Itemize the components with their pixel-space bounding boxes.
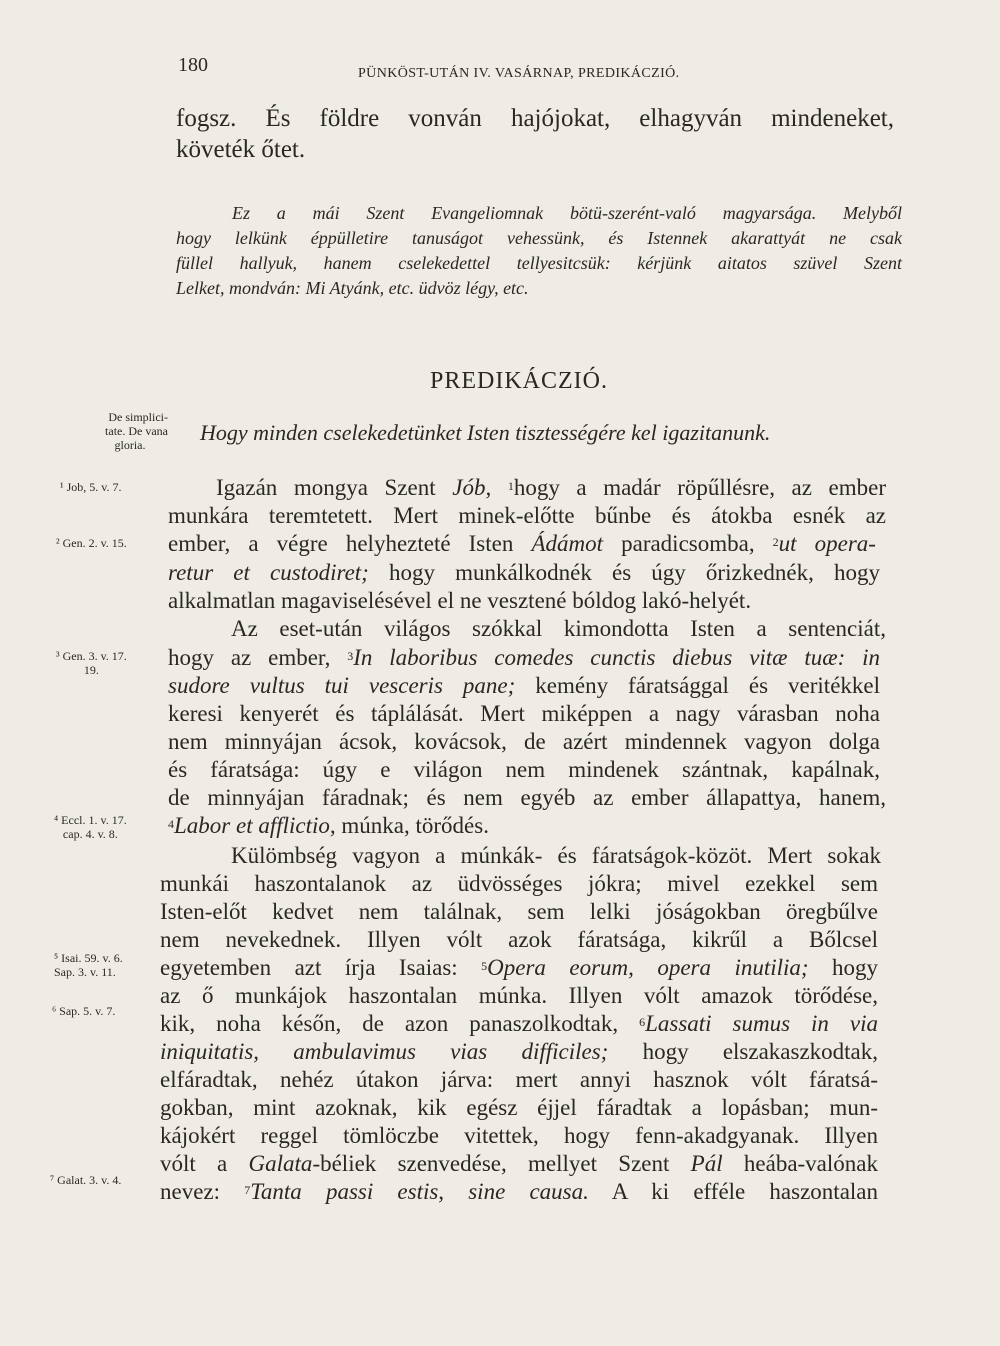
body-line [160, 983, 878, 1009]
text-span: munkái haszontalanok az üdvösséges jókra; mivel ezekkel sem [160, 871, 878, 896]
text-span: Külömbség vagyon a múnkák- és fáratságok-közöt. Mert sokak [231, 843, 881, 868]
text-span: Isten-előt kedvet nem találnak, sem lelki jóságokban öregbűlve [160, 899, 878, 924]
intro-line: Lelket, mondván: Mi Atyánk, etc. üdvöz légy, etc. [176, 278, 529, 298]
text-span: paradicsomba, [603, 531, 773, 556]
text-span: hogy a madár röpűllésre, az ember [513, 475, 887, 500]
text-span: de minnyájan fáradnak; és nem egyéb az ember állapattya, hanem, [168, 785, 886, 810]
body-line [160, 1123, 878, 1149]
body-line [160, 871, 878, 897]
body-line [160, 1011, 878, 1037]
body-line [231, 843, 881, 869]
italic-text: iniquitatis, ambulavimus vias difficiles; [160, 1039, 609, 1064]
margin-note: ³ Gen. 3. v. 17. 19. [56, 649, 127, 677]
body-line [160, 1151, 878, 1177]
italic-text: Tanta passi estis, sine causa. [250, 1179, 589, 1204]
intro-line: Ez a mái Szent Evangeliomnak bötü-szerént-való magyarsága. Melyből [232, 203, 902, 223]
italic-text: retur et custodiret; [168, 560, 369, 585]
italic-text: Lassati sumus in via [645, 1011, 878, 1036]
body-line [168, 645, 880, 671]
text-span: heába-valónak [722, 1151, 878, 1176]
italic-text: Jób, [452, 475, 492, 500]
page-number: 180 [178, 54, 208, 76]
intro-line: hogy lelkünk éppülletire tanuságot vehessünk, és Istennek akarattyát ne csak [176, 228, 902, 248]
italic-text: ut opera- [778, 531, 876, 556]
text-span: és fáratsága: úgy e világon nem mindenek szántnak, kapálnak, [168, 757, 880, 782]
text-span: egyetemben azt írja Isaias: [160, 955, 482, 980]
text-span: hogy az ember, [168, 645, 348, 670]
margin-note: ⁶ Sap. 5. v. 7. [52, 1004, 116, 1018]
footnote-marker: 7 [244, 1183, 251, 1197]
italic-text: Labor et afflictio, [174, 813, 336, 838]
text-span: hogy elszakaszkodtak, [608, 1039, 879, 1064]
text-span: múnka, törődés. [335, 813, 489, 838]
text-span: ember, a végre helyhezteté Isten [168, 531, 532, 556]
text-span: nem minnyájan ácsok, kovácsok, de azért mindennek vagyon dolga [168, 729, 880, 754]
margin-note: De simplici- tate. De vana gloria. [105, 410, 168, 452]
margin-note: ² Gen. 2. v. 15. [56, 536, 127, 550]
body-line [168, 757, 880, 783]
body-line [168, 785, 886, 811]
text-span: A ki efféle haszontalan [588, 1179, 878, 1204]
text-span: Igazán mongya Szent [216, 475, 453, 500]
text-span: vólt a [160, 1151, 249, 1176]
margin-note: ⁷ Galat. 3. v. 4. [50, 1173, 122, 1187]
text-span: kájokért reggel tömlöczbe vitettek, hogy fenn-akadgyanak. Illyen [160, 1123, 878, 1148]
text-span: kik, noha későn, de azon panaszolkodtak, [160, 1011, 640, 1036]
body-line [160, 1039, 878, 1065]
footnote-marker: 1 [507, 479, 514, 493]
opening-line: fogsz. És földre vonván hajójokat, elhagyván mindeneket, [176, 105, 894, 132]
italic-text: sudore vultus tui vesceris pane; [168, 673, 516, 698]
text-span: munkára teremtetett. Mert minek-előtte bűnbe és átokba esnék az [168, 503, 886, 528]
text-span: kemény fáratsággal és veritékkel [515, 673, 880, 698]
body-line [216, 475, 886, 501]
italic-text: Galata [248, 1151, 313, 1176]
body-line [160, 1095, 878, 1121]
text-span: alkalmatlan magaviselésével el ne vesztené bóldog lakó-helyét. [168, 588, 752, 613]
italic-text: In laboribus comedes cunctis diebus vitæ tuæ: in [353, 645, 880, 670]
footnote-marker: 4 [168, 817, 174, 831]
footnote-marker: 3 [347, 649, 354, 663]
body-line [231, 616, 886, 642]
running-head: PÜNKÖST-UTÁN IV. VASÁRNAP, PREDIKÁCZIÓ. [358, 66, 680, 81]
italic-text: Ádámot [531, 531, 604, 556]
intro-line: füllel hallyuk, hanem cselekedettel tellyesitcsük: kérjünk aitatos szüvel Szent [176, 253, 902, 273]
text-span: nevez: [160, 1179, 245, 1204]
text-span: nem nevekednek. Illyen vólt azok fáratsága, kikrűl a Bőlcsel [160, 927, 878, 952]
text-span: hogy [808, 955, 879, 980]
body-line [168, 503, 886, 529]
text-span: Az eset-után világos szókkal kimondotta Isten a sentenciát, [231, 616, 886, 641]
footnote-marker: 5 [481, 959, 488, 973]
sermon-title: PREDIKÁCZIÓ. [430, 368, 608, 394]
body-line [168, 813, 489, 839]
body-line [168, 729, 880, 755]
body-line [168, 560, 880, 586]
body-line [168, 588, 751, 614]
opening-line: követék őtet. [176, 136, 306, 163]
italic-text: Pál [690, 1151, 723, 1176]
body-line [168, 531, 876, 557]
body-line [160, 927, 878, 953]
margin-note: ¹ Job, 5. v. 7. [60, 480, 122, 494]
footnote-marker: 2 [772, 535, 779, 549]
italic-text: Opera eorum, opera inutilia; [487, 955, 809, 980]
text-span: hogy munkálkodnék és úgy őrizkednék, hogy [368, 560, 881, 585]
body-line [168, 673, 880, 699]
body-line [160, 955, 878, 981]
margin-note: ⁴ Eccl. 1. v. 17. cap. 4. v. 8. [54, 813, 127, 841]
text-span: keresi kenyerét és táplálását. Mert miképpen a nagy várasban noha [168, 701, 880, 726]
text-span: az ő munkájok haszontalan múnka. Illyen vólt amazok törődése, [160, 983, 878, 1008]
sermon-subtitle: Hogy minden cselekedetünket Isten tisztességére kel igazitanunk. [200, 420, 771, 445]
body-line [160, 1179, 878, 1205]
text-span: -béliek szenvedése, mellyet Szent [312, 1151, 691, 1176]
body-line [160, 1067, 878, 1093]
text-span: gokban, mint azoknak, kik egész éjjel fáradtak a lopásban; mun- [160, 1095, 878, 1120]
margin-note: ⁵ Isai. 59. v. 6. Sap. 3. v. 11. [54, 951, 123, 979]
text-span [491, 475, 508, 500]
body-line [160, 899, 878, 925]
text-span: elfáradtak, nehéz útakon járva: mert annyi hasznok vólt fáratsá- [160, 1067, 878, 1092]
footnote-marker: 6 [639, 1015, 646, 1029]
body-line [168, 701, 880, 727]
